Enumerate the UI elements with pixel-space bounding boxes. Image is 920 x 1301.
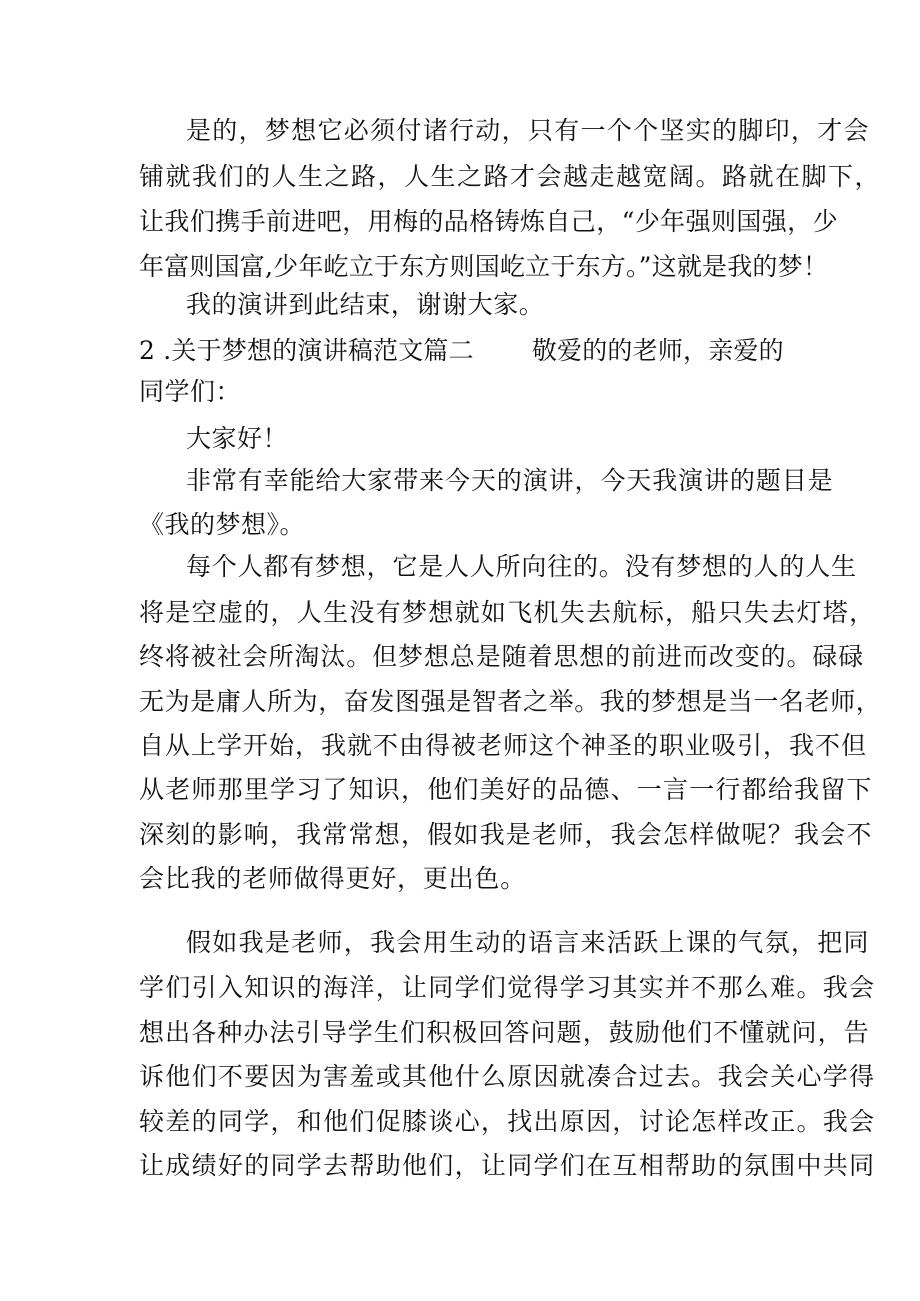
paragraph-line: 是的，梦想它必须付诸行动，只有一个个坚实的脚印，才会 xyxy=(186,116,870,145)
intro-line: 非常有幸能给大家带来今天的演讲，今天我演讲的题目是 xyxy=(186,466,834,495)
paragraph-line: 较差的同学，和他们促膝谈心，找出原因，讨论怎样改正。我会 xyxy=(139,1107,876,1136)
paragraph-line: 让我们携手前进吧，用梅的品格铸炼自己，“少年强则国强，少 xyxy=(139,207,838,236)
paragraph-line: 诉他们不要因为害羞或其他什么原因就凑合过去。我会关心学得 xyxy=(139,1062,876,1091)
intro-line: 《我的梦想》。 xyxy=(139,510,306,539)
paragraph-line: 学们引入知识的海洋，让同学们觉得学习其实并不那么难。我会 xyxy=(139,973,876,1002)
section-number: 2 xyxy=(139,336,156,365)
paragraph-line: 每个人都有梦想，它是人人所向往的。没有梦想的人的人生 xyxy=(186,552,857,581)
salutation: 敬爱的的老师，亲爱的 xyxy=(531,336,784,365)
paragraph-line: 年富则国富,少年屹立于东方则国屹立于东方。”这就是我的梦！ xyxy=(139,252,829,281)
paragraph-line: 铺就我们的人生之路，人生之路才会越走越宽阔。路就在脚下， xyxy=(139,162,882,191)
salutation-continued: 同学们： xyxy=(139,377,242,406)
section-heading xyxy=(139,336,784,366)
paragraph-line: 假如我是老师，我会用生动的语言来活跃上课的气氛，把同 xyxy=(186,928,870,957)
paragraph-line: 让成绩好的同学去帮助他们，让同学们在互相帮助的氛围中共同 xyxy=(139,1151,876,1180)
closing-line: 我的演讲到此结束，谢谢大家。 xyxy=(186,290,545,319)
paragraph-line: 想出各种办法引导学生们积极回答问题，鼓励他们不懂就问，告 xyxy=(139,1018,870,1047)
greeting: 大家好！ xyxy=(186,424,289,453)
section-title: .关于梦想的演讲稿范文篇二 xyxy=(163,336,474,365)
paragraph-line: 终将被社会所淘汰。但梦想总是随着思想的前进而改变的。碌碌 xyxy=(139,642,865,671)
paragraph-line: 自从上学开始，我就不由得被老师这个神圣的职业吸引，我不但 xyxy=(139,731,868,760)
paragraph-line: 将是空虚的，人生没有梦想就如飞机失去航标，船只失去灯塔， xyxy=(139,598,876,627)
paragraph-line: 会比我的老师做得更好，更出色。 xyxy=(139,864,527,893)
paragraph-line: 无为是庸人所为，奋发图强是智者之举。我的梦想是当一名老师， xyxy=(139,687,882,716)
paragraph-line: 深刻的影响，我常常想，假如我是老师，我会怎样做呢？我会不 xyxy=(139,820,873,849)
paragraph-line: 从老师那里学习了知识，他们美好的品德、一言一行都给我留下 xyxy=(139,775,873,804)
